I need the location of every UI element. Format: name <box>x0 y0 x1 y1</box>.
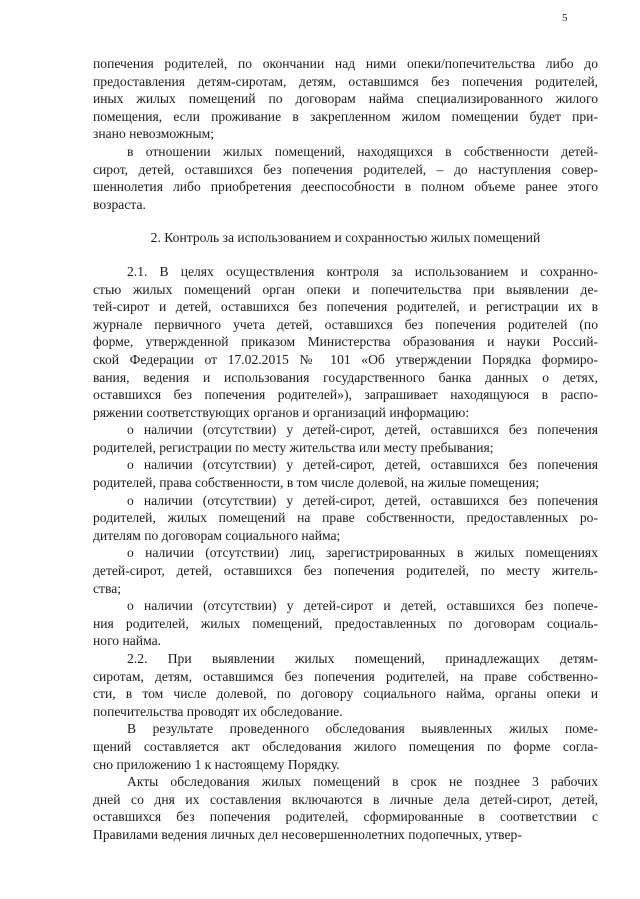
text-line: дней со дня их составления включаются в личные дела детей-сирот, детей, <box>93 791 598 807</box>
paragraph <box>93 55 598 143</box>
text-line: оставшихся без попечения родителей, сформированные в соответствии с <box>93 809 598 825</box>
text-line: о наличии (отсутствии) у детей-сирот и детей, оставшихся без попече- <box>127 598 598 614</box>
paragraph <box>93 421 598 456</box>
text-line: ства; <box>93 580 122 596</box>
text-line: сно приложению 1 к настоящему Порядку. <box>93 756 340 772</box>
paragraph <box>93 456 598 491</box>
paragraph <box>93 143 598 213</box>
text-line: ния родителей, жилых помещений, предоставленных по договорам социаль- <box>93 615 598 631</box>
document-body <box>93 55 598 844</box>
text-line: помещения, если проживание в закрепленном жилом помещении будет при- <box>93 108 598 124</box>
text-line: о наличии (отсутствии) лиц, зарегистрированных в жилых помещениях <box>127 545 598 561</box>
paragraph <box>93 544 598 597</box>
paragraph <box>93 492 598 545</box>
page-number: 5 <box>562 12 568 24</box>
text-line: Акты обследования жилых помещений в срок не позднее 3 рабочих <box>127 774 598 790</box>
paragraph <box>93 263 598 421</box>
text-line: попечительства проводят их обследование. <box>93 703 343 719</box>
text-line: предоставления детям-сиротам, детям, оставшимся без попечения родителей, <box>93 73 598 89</box>
text-line: 2.2. При выявлении жилых помещений, принадлежащих детям- <box>127 651 598 666</box>
text-line: о наличии (отсутствии) у детей-сирот, детей, оставшихся без попечения <box>127 422 598 438</box>
text-line: сти, в том числе долевой, по договору социального найма, органы опеки и <box>93 686 598 702</box>
paragraph <box>93 720 598 773</box>
text-line: о наличии (отсутствии) у детей-сирот, детей, оставшихся без попечения <box>127 492 598 508</box>
text-line: родителей, права собственности, в том числе долевой, на жилые помещения; <box>93 475 540 491</box>
text-line: ного найма. <box>93 633 162 649</box>
text-line: тей-сирот и детей, оставшихся без попечения родителей, и регистрации их в <box>93 299 598 315</box>
paragraph <box>93 597 598 650</box>
text-line: ряжении соответствующих органов и организаций информацию: <box>93 404 470 420</box>
text-line: шеннолетия либо приобретения дееспособности в полном объеме ранее этого <box>93 179 598 195</box>
text-line: о наличии (отсутствии) у детей-сирот, детей, оставшихся без попечения <box>127 457 598 473</box>
text-line: родителей, регистрации по месту жительства или месту пребывания; <box>93 439 494 455</box>
text-line: В результате проведенного обследования выявленных жилых поме- <box>127 721 598 737</box>
text-line: журнале первичного учета детей, оставшихся без попечения родителей (по <box>93 316 598 332</box>
text-line: дителям по договорам социального найма; <box>93 527 341 543</box>
text-line: детей-сирот, детей, оставшихся без попечения родителей, по месту житель- <box>93 563 598 579</box>
text-line: попечения родителей, по окончании над ними опеки/попечительства либо до <box>93 56 598 71</box>
text-line: знано невозможным; <box>93 126 214 142</box>
text-line: Правилами ведения личных дел несовершеннолетних подопечных, утвер- <box>93 826 522 842</box>
text-line: сирот, детей, оставшихся без попечения родителей, – до наступления совер- <box>93 161 598 177</box>
text-line: форме, утвержденной приказом Министерства образования и науки Россий- <box>93 334 598 350</box>
text-line: иных жилых помещений по договорам найма специализированного жилого <box>93 91 598 107</box>
text-line: 2.1. В целях осуществления контроля за использованием и сохранно- <box>127 263 598 279</box>
text-line: щений составляется акт обследования жилого помещения по форме согла- <box>93 738 598 754</box>
text-line: сиротам, детям, оставшимся без попечения родителей, на праве собственно- <box>93 668 598 684</box>
paragraph <box>93 773 598 843</box>
text-line: оставшихся без попечения родителей»), запрашивает находящуюся в распо- <box>93 387 598 403</box>
text-line: родителей, жилых помещений на праве собственности, предоставленных ро- <box>93 510 598 526</box>
paragraph <box>93 650 598 720</box>
text-line: возраста. <box>93 196 146 212</box>
text-line: стью жилых помещений орган опеки и попечительства при выявлении де- <box>93 281 598 297</box>
text-line: в отношении жилых помещений, находящихся в собственности детей- <box>127 143 598 159</box>
section-heading: 2. Контроль за использованием и сохранностью жилых помещений <box>150 230 541 246</box>
text-line: ской Федерации от 17.02.2015 № 101 «Об утверждении Порядка формиро- <box>93 351 598 367</box>
text-line: вания, ведения и использования государственного банка данных о детях, <box>93 369 598 385</box>
